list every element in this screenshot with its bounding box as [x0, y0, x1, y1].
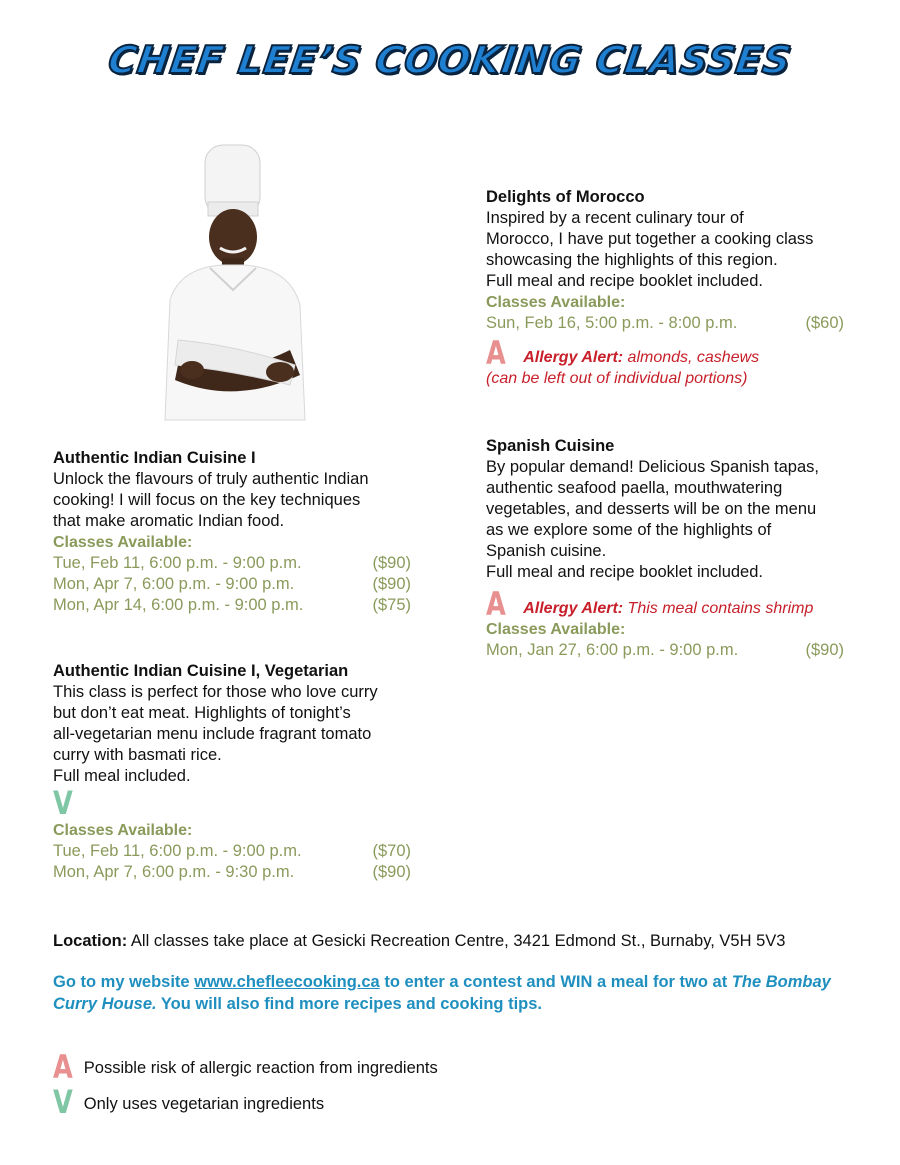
- session-row: [486, 313, 844, 334]
- session-row: [53, 574, 411, 595]
- location-line: [53, 932, 853, 951]
- desc-line: but don’t eat meat. Highlights of tonight’s: [53, 704, 351, 722]
- classes-available-label: Classes Available:: [486, 294, 626, 311]
- desc-line: By popular demand! Delicious Spanish tapas,: [486, 458, 819, 476]
- class-heading: Delights of Morocco: [486, 188, 645, 206]
- allergy-alert: [486, 334, 856, 372]
- desc-line: vegetables, and desserts will be on the menu: [486, 500, 817, 518]
- class-heading: Authentic Indian Cuisine I, Vegetarian: [53, 662, 349, 680]
- allergy-items: almonds, cashews: [623, 349, 760, 366]
- session-time: Mon, Apr 7, 6:00 p.m. - 9:00 p.m.: [53, 575, 295, 593]
- allergy-icon: A: [53, 1048, 73, 1086]
- session-row: [53, 595, 411, 616]
- chef-photo: [150, 140, 320, 435]
- legend: [53, 1046, 438, 1121]
- allergy-label: Allergy Alert:: [523, 349, 624, 366]
- allergy-note: (can be left out of individual portions): [486, 370, 748, 387]
- allergy-text: [523, 349, 759, 366]
- allergy-icon: A: [486, 334, 506, 372]
- class-spanish: [486, 436, 856, 661]
- desc-line: This class is perfect for those who love curry: [53, 683, 378, 701]
- class-description: [53, 469, 423, 532]
- session-time: Tue, Feb 11, 6:00 p.m. - 9:00 p.m.: [53, 842, 302, 860]
- legend-text: Possible risk of allergic reaction from ingredients: [83, 1059, 438, 1077]
- desc-line: Full meal and recipe booklet included.: [486, 272, 763, 290]
- class-morocco: [486, 187, 856, 389]
- promo-part: to enter a contest and WIN a meal for two at: [379, 973, 732, 991]
- promo-text: [53, 971, 843, 1015]
- promo-part: You will also find more recipes and cooking tips.: [156, 995, 542, 1013]
- class-indian-vegetarian: [53, 661, 423, 883]
- classes-available-label: Classes Available:: [486, 621, 626, 638]
- classes-available-label: Classes Available:: [53, 534, 193, 551]
- location-text: All classes take place at Gesicki Recreation Centre, 3421 Edmond St., Burnaby, V5H 5V3: [127, 932, 786, 950]
- desc-line: that make aromatic Indian food.: [53, 512, 285, 530]
- legend-row-vegetarian: [53, 1082, 438, 1121]
- desc-line: authentic seafood paella, mouthwatering: [486, 479, 783, 497]
- class-heading: Spanish Cuisine: [486, 437, 615, 455]
- desc-line: Full meal included.: [53, 767, 191, 785]
- session-price: ($70): [372, 842, 411, 860]
- website-link[interactable]: www.chefleecooking.ca: [194, 973, 380, 991]
- session-row: [53, 553, 411, 574]
- allergy-label: Allergy Alert:: [523, 600, 624, 617]
- desc-line: Morocco, I have put together a cooking class: [486, 230, 814, 248]
- desc-line: curry with basmati rice.: [53, 746, 222, 764]
- classes-available-label: Classes Available:: [53, 822, 193, 839]
- allergy-items: This meal contains shrimp: [623, 600, 814, 617]
- page-title: CHEF LEE’S COOKING CLASSES: [105, 38, 795, 82]
- desc-line: Full meal and recipe booklet included.: [486, 563, 763, 581]
- allergy-alert: [486, 585, 856, 623]
- promo-part: Go to my website: [53, 973, 195, 991]
- session-time: Sun, Feb 16, 5:00 p.m. - 8:00 p.m.: [486, 314, 738, 332]
- session-price: ($90): [372, 575, 411, 593]
- session-price: ($75): [372, 596, 411, 614]
- session-time: Mon, Apr 7, 6:00 p.m. - 9:30 p.m.: [53, 863, 295, 881]
- desc-line: Spanish cuisine.: [486, 542, 607, 560]
- session-row: [486, 640, 844, 661]
- class-description: [53, 682, 423, 787]
- session-price: ($90): [372, 554, 411, 572]
- session-row: [53, 862, 411, 883]
- session-price: ($60): [805, 314, 844, 332]
- desc-line: Inspired by a recent culinary tour of: [486, 209, 744, 227]
- vegetarian-icon: V: [53, 784, 73, 822]
- legend-text: Only uses vegetarian ingredients: [83, 1095, 325, 1113]
- class-heading: Authentic Indian Cuisine I: [53, 449, 256, 467]
- class-description: [486, 208, 856, 292]
- location-label: Location:: [53, 932, 128, 950]
- restaurant-name: The Bombay Curry House.: [53, 973, 831, 1013]
- desc-line: all-vegetarian menu include fragrant tomato: [53, 725, 372, 743]
- allergy-text: [523, 600, 813, 617]
- desc-line: as we explore some of the highlights of: [486, 521, 772, 539]
- desc-line: cooking! I will focus on the key techniques: [53, 491, 361, 509]
- allergy-icon: A: [486, 585, 506, 623]
- legend-row-allergy: [53, 1046, 438, 1086]
- session-time: Tue, Feb 11, 6:00 p.m. - 9:00 p.m.: [53, 554, 302, 572]
- session-row: [53, 841, 411, 862]
- class-description: [486, 457, 856, 583]
- desc-line: showcasing the highlights of this region.: [486, 251, 778, 269]
- class-indian-cuisine: [53, 448, 423, 616]
- session-time: Mon, Jan 27, 6:00 p.m. - 9:00 p.m.: [486, 641, 739, 659]
- session-price: ($90): [372, 863, 411, 881]
- session-time: Mon, Apr 14, 6:00 p.m. - 9:00 p.m.: [53, 596, 304, 614]
- session-price: ($90): [805, 641, 844, 659]
- vegetarian-icon: V: [53, 1083, 73, 1121]
- desc-line: Unlock the flavours of truly authentic Indian: [53, 470, 369, 488]
